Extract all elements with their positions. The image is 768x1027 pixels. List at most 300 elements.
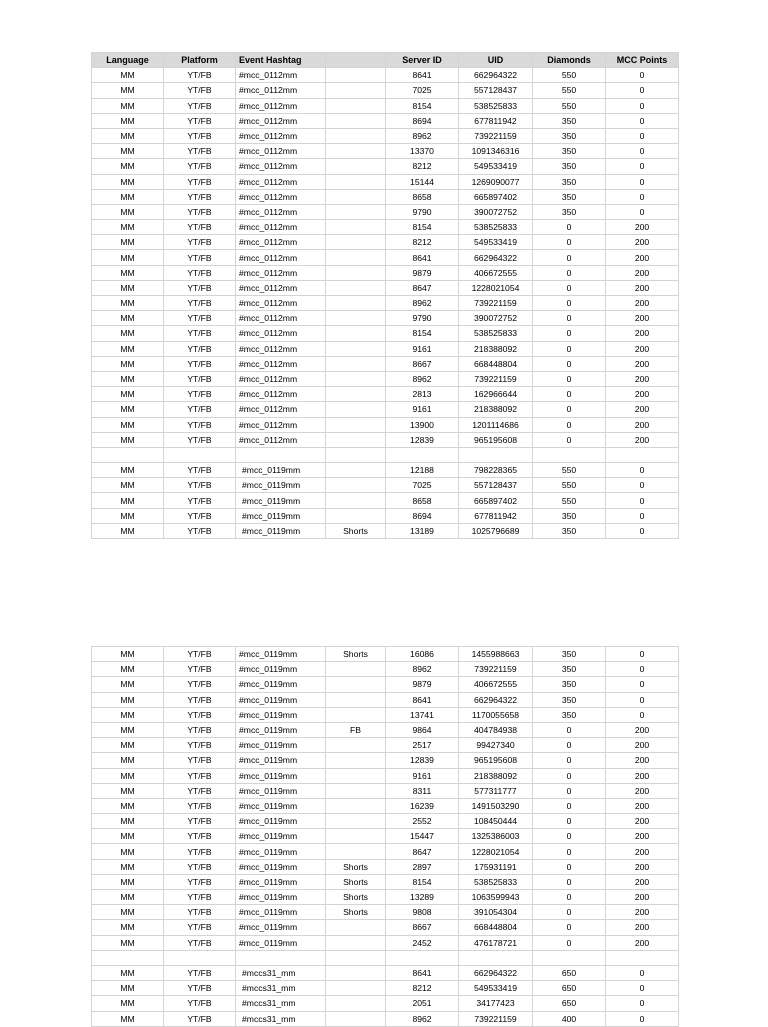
cell-diamonds: 0	[533, 371, 606, 386]
cell-event-hashtag: #mccs31_mm	[236, 981, 326, 996]
cell-diamonds: 0	[533, 814, 606, 829]
cell-platform: YT/FB	[164, 707, 236, 722]
cell-language: MM	[92, 341, 164, 356]
cell-platform: YT/FB	[164, 996, 236, 1011]
cell-server-id: 9864	[386, 722, 459, 737]
cell-mcc-points: 0	[606, 478, 679, 493]
cell-server-id: 2452	[386, 935, 459, 950]
cell-language: MM	[92, 722, 164, 737]
cell-note: Shorts	[326, 647, 386, 662]
header-language: Language	[92, 53, 164, 68]
cell-language: MM	[92, 647, 164, 662]
cell-note	[326, 432, 386, 447]
cell-server-id: 9161	[386, 402, 459, 417]
cell-note	[326, 144, 386, 159]
table-row	[92, 920, 679, 935]
table-row	[92, 174, 679, 189]
cell-platform: YT/FB	[164, 189, 236, 204]
cell-note	[326, 402, 386, 417]
cell-server-id: 2813	[386, 387, 459, 402]
cell-mcc-points: 0	[606, 1011, 679, 1026]
cell-event-hashtag: #mccs31_mm	[236, 996, 326, 1011]
cell-note	[326, 920, 386, 935]
cell-note	[326, 371, 386, 386]
cell-server-id: 8658	[386, 189, 459, 204]
table-row	[92, 692, 679, 707]
cell-mcc-points: 200	[606, 371, 679, 386]
cell-language: MM	[92, 859, 164, 874]
cell-uid: 1228021054	[459, 280, 533, 295]
cell-diamonds: 350	[533, 128, 606, 143]
cell-platform: YT/FB	[164, 829, 236, 844]
cell-event-hashtag: #mcc_0112mm	[236, 371, 326, 386]
cell-platform: YT/FB	[164, 692, 236, 707]
cell-language: MM	[92, 677, 164, 692]
cell-mcc-points: 200	[606, 220, 679, 235]
cell-language: MM	[92, 692, 164, 707]
cell-event-hashtag: #mcc_0119mm	[236, 722, 326, 737]
cell-note	[326, 798, 386, 813]
cell-mcc-points: 200	[606, 356, 679, 371]
cell-note	[326, 220, 386, 235]
table-row	[92, 677, 679, 692]
cell-note	[326, 981, 386, 996]
table-row	[92, 874, 679, 889]
cell-uid: 677811942	[459, 508, 533, 523]
cell-event-hashtag: #mcc_0119mm	[236, 874, 326, 889]
cell-server-id: 16086	[386, 647, 459, 662]
cell-uid: 538525833	[459, 874, 533, 889]
cell-event-hashtag: #mcc_0112mm	[236, 250, 326, 265]
cell-language: MM	[92, 98, 164, 113]
cell-server-id: 12188	[386, 463, 459, 478]
cell-platform: YT/FB	[164, 296, 236, 311]
header-event-hashtag: Event Hashtag	[236, 53, 326, 68]
cell-platform: YT/FB	[164, 371, 236, 386]
cell-uid: 665897402	[459, 189, 533, 204]
cell-language: MM	[92, 874, 164, 889]
table-row	[92, 98, 679, 113]
cell-uid: 739221159	[459, 662, 533, 677]
table-row	[92, 753, 679, 768]
cell-server-id: 8962	[386, 662, 459, 677]
cell-uid: 538525833	[459, 326, 533, 341]
cell-mcc-points: 200	[606, 341, 679, 356]
cell-mcc-points: 200	[606, 265, 679, 280]
table-row	[92, 159, 679, 174]
cell-diamonds: 550	[533, 83, 606, 98]
cell-uid: 557128437	[459, 83, 533, 98]
cell-platform: YT/FB	[164, 204, 236, 219]
table-row	[92, 996, 679, 1011]
cell-event-hashtag: #mcc_0112mm	[236, 417, 326, 432]
cell-language: MM	[92, 768, 164, 783]
cell-note	[326, 662, 386, 677]
cell-mcc-points: 200	[606, 859, 679, 874]
header-server-id: Server ID	[386, 53, 459, 68]
cell-uid: 1025796689	[459, 523, 533, 538]
cell-server-id: 8641	[386, 250, 459, 265]
cell-diamonds: 350	[533, 692, 606, 707]
cell-server-id: 15144	[386, 174, 459, 189]
cell-server-id: 8154	[386, 220, 459, 235]
cell-diamonds: 350	[533, 523, 606, 538]
table-row	[92, 68, 679, 83]
cell-event-hashtag: #mcc_0119mm	[236, 844, 326, 859]
cell-mcc-points: 200	[606, 326, 679, 341]
cell-server-id: 8694	[386, 113, 459, 128]
table-row	[92, 144, 679, 159]
cell-language: MM	[92, 83, 164, 98]
cell-diamonds: 0	[533, 844, 606, 859]
cell-diamonds: 0	[533, 905, 606, 920]
table-row	[92, 432, 679, 447]
cell-server-id: 8154	[386, 98, 459, 113]
cell-server-id: 8641	[386, 68, 459, 83]
blank-row	[92, 447, 679, 462]
cell-uid: 1063599943	[459, 890, 533, 905]
cell-platform: YT/FB	[164, 387, 236, 402]
cell-platform: YT/FB	[164, 814, 236, 829]
cell-language: MM	[92, 220, 164, 235]
cell-note	[326, 829, 386, 844]
cell-event-hashtag: #mcc_0119mm	[236, 753, 326, 768]
cell-note	[326, 235, 386, 250]
cell-event-hashtag: #mcc_0119mm	[236, 935, 326, 950]
cell-mcc-points: 200	[606, 402, 679, 417]
cell-server-id: 8311	[386, 783, 459, 798]
cell-language: MM	[92, 814, 164, 829]
cell-language: MM	[92, 1011, 164, 1026]
cell-uid: 406672555	[459, 677, 533, 692]
cell-diamonds: 0	[533, 783, 606, 798]
cell-language: MM	[92, 235, 164, 250]
cell-diamonds: 650	[533, 981, 606, 996]
cell-diamonds: 0	[533, 798, 606, 813]
cell-event-hashtag: #mcc_0119mm	[236, 463, 326, 478]
cell-language: MM	[92, 890, 164, 905]
cell-mcc-points: 0	[606, 68, 679, 83]
cell-language: MM	[92, 387, 164, 402]
cell-mcc-points: 200	[606, 417, 679, 432]
cell-mcc-points: 0	[606, 523, 679, 538]
cell-server-id: 9790	[386, 204, 459, 219]
cell-diamonds: 0	[533, 738, 606, 753]
cell-language: MM	[92, 920, 164, 935]
cell-diamonds: 350	[533, 508, 606, 523]
cell-mcc-points: 0	[606, 144, 679, 159]
cell-uid: 538525833	[459, 98, 533, 113]
cell-platform: YT/FB	[164, 508, 236, 523]
cell-note	[326, 113, 386, 128]
cell-event-hashtag: #mcc_0119mm	[236, 814, 326, 829]
cell-platform: YT/FB	[164, 935, 236, 950]
cell-server-id: 12839	[386, 753, 459, 768]
cell-uid: 108450444	[459, 814, 533, 829]
cell-note	[326, 128, 386, 143]
cell-event-hashtag: #mccs31_mm	[236, 1011, 326, 1026]
table-row	[92, 402, 679, 417]
cell-diamonds: 350	[533, 662, 606, 677]
cell-mcc-points: 0	[606, 493, 679, 508]
cell-mcc-points: 200	[606, 753, 679, 768]
cell-uid: 739221159	[459, 371, 533, 386]
cell-language: MM	[92, 829, 164, 844]
cell-diamonds: 0	[533, 859, 606, 874]
cell-platform: YT/FB	[164, 265, 236, 280]
cell-language: MM	[92, 402, 164, 417]
cell-platform: YT/FB	[164, 128, 236, 143]
cell-server-id: 2897	[386, 859, 459, 874]
cell-uid: 218388092	[459, 768, 533, 783]
cell-language: MM	[92, 296, 164, 311]
cell-server-id: 8962	[386, 371, 459, 386]
cell-language: MM	[92, 356, 164, 371]
table-row	[92, 859, 679, 874]
table-row	[92, 965, 679, 980]
cell-uid: 677811942	[459, 113, 533, 128]
cell-mcc-points: 200	[606, 935, 679, 950]
cell-server-id: 8212	[386, 235, 459, 250]
cell-platform: YT/FB	[164, 98, 236, 113]
cell-language: MM	[92, 738, 164, 753]
header-row	[92, 53, 679, 68]
table-row	[92, 768, 679, 783]
cell-event-hashtag: #mcc_0119mm	[236, 662, 326, 677]
table-row	[92, 356, 679, 371]
cell-platform: YT/FB	[164, 159, 236, 174]
cell-uid: 1269090077	[459, 174, 533, 189]
cell-platform: YT/FB	[164, 647, 236, 662]
cell-note	[326, 159, 386, 174]
cell-event-hashtag: #mcc_0119mm	[236, 677, 326, 692]
cell-platform: YT/FB	[164, 326, 236, 341]
spreadsheet-page-1	[91, 52, 679, 539]
cell-event-hashtag: #mcc_0119mm	[236, 508, 326, 523]
cell-language: MM	[92, 128, 164, 143]
cell-event-hashtag: #mcc_0112mm	[236, 174, 326, 189]
cell-note	[326, 174, 386, 189]
blank-row	[92, 950, 679, 965]
cell-diamonds: 350	[533, 204, 606, 219]
cell-platform: YT/FB	[164, 722, 236, 737]
cell-note: Shorts	[326, 874, 386, 889]
cell-uid: 665897402	[459, 493, 533, 508]
cell-diamonds: 0	[533, 722, 606, 737]
cell-language: MM	[92, 280, 164, 295]
cell-diamonds: 0	[533, 920, 606, 935]
spreadsheet-page-2	[91, 646, 679, 1027]
cell-event-hashtag: #mcc_0112mm	[236, 296, 326, 311]
cell-server-id: 13370	[386, 144, 459, 159]
cell-diamonds: 0	[533, 296, 606, 311]
cell-uid: 404784938	[459, 722, 533, 737]
cell-uid: 390072752	[459, 311, 533, 326]
header-uid: UID	[459, 53, 533, 68]
cell-diamonds: 350	[533, 189, 606, 204]
cell-language: MM	[92, 371, 164, 386]
cell-language: MM	[92, 250, 164, 265]
cell-language: MM	[92, 798, 164, 813]
cell-event-hashtag: #mcc_0119mm	[236, 890, 326, 905]
cell-mcc-points: 200	[606, 798, 679, 813]
cell-event-hashtag: #mcc_0112mm	[236, 235, 326, 250]
cell-platform: YT/FB	[164, 523, 236, 538]
cell-event-hashtag: #mcc_0119mm	[236, 478, 326, 493]
cell-platform: YT/FB	[164, 844, 236, 859]
cell-note	[326, 83, 386, 98]
cell-language: MM	[92, 493, 164, 508]
cell-uid: 549533419	[459, 159, 533, 174]
cell-mcc-points: 0	[606, 662, 679, 677]
table-row	[92, 707, 679, 722]
cell-language: MM	[92, 662, 164, 677]
cell-platform: YT/FB	[164, 250, 236, 265]
cell-uid: 34177423	[459, 996, 533, 1011]
cell-mcc-points: 0	[606, 189, 679, 204]
cell-platform: YT/FB	[164, 220, 236, 235]
table-row	[92, 235, 679, 250]
cell-note	[326, 935, 386, 950]
cell-event-hashtag: #mcc_0119mm	[236, 859, 326, 874]
table-row	[92, 981, 679, 996]
cell-language: MM	[92, 508, 164, 523]
table-row	[92, 417, 679, 432]
header-diamonds: Diamonds	[533, 53, 606, 68]
cell-server-id: 13289	[386, 890, 459, 905]
cell-event-hashtag: #mcc_0119mm	[236, 920, 326, 935]
table-row	[92, 371, 679, 386]
cell-language: MM	[92, 844, 164, 859]
cell-language: MM	[92, 432, 164, 447]
cell-event-hashtag: #mcc_0112mm	[236, 265, 326, 280]
cell-language: MM	[92, 783, 164, 798]
cell-uid: 662964322	[459, 68, 533, 83]
table-row	[92, 829, 679, 844]
cell-uid: 1091346316	[459, 144, 533, 159]
cell-diamonds: 0	[533, 311, 606, 326]
cell-mcc-points: 200	[606, 829, 679, 844]
cell-mcc-points: 0	[606, 204, 679, 219]
cell-platform: YT/FB	[164, 402, 236, 417]
cell-diamonds: 0	[533, 220, 606, 235]
cell-event-hashtag: #mcc_0119mm	[236, 798, 326, 813]
cell-language: MM	[92, 523, 164, 538]
cell-uid: 406672555	[459, 265, 533, 280]
cell-diamonds: 350	[533, 174, 606, 189]
cell-language: MM	[92, 144, 164, 159]
cell-server-id: 8641	[386, 692, 459, 707]
table-row	[92, 722, 679, 737]
cell-platform: YT/FB	[164, 859, 236, 874]
cell-mcc-points: 200	[606, 874, 679, 889]
cell-server-id: 2552	[386, 814, 459, 829]
cell-uid: 99427340	[459, 738, 533, 753]
cell-mcc-points: 200	[606, 783, 679, 798]
cell-event-hashtag: #mcc_0112mm	[236, 220, 326, 235]
cell-event-hashtag: #mcc_0119mm	[236, 738, 326, 753]
cell-platform: YT/FB	[164, 311, 236, 326]
cell-language: MM	[92, 311, 164, 326]
cell-mcc-points: 0	[606, 159, 679, 174]
cell-diamonds: 550	[533, 493, 606, 508]
cell-uid: 1325386003	[459, 829, 533, 844]
cell-platform: YT/FB	[164, 890, 236, 905]
cell-diamonds: 350	[533, 113, 606, 128]
cell-platform: YT/FB	[164, 432, 236, 447]
cell-event-hashtag: #mcc_0119mm	[236, 783, 326, 798]
cell-diamonds: 550	[533, 68, 606, 83]
cell-uid: 668448804	[459, 920, 533, 935]
cell-uid: 739221159	[459, 296, 533, 311]
cell-diamonds: 0	[533, 250, 606, 265]
cell-diamonds: 550	[533, 478, 606, 493]
cell-event-hashtag: #mcc_0112mm	[236, 204, 326, 219]
header-note	[326, 53, 386, 68]
table-row	[92, 189, 679, 204]
table-row	[92, 798, 679, 813]
cell-diamonds: 0	[533, 432, 606, 447]
cell-uid: 549533419	[459, 981, 533, 996]
cell-note	[326, 280, 386, 295]
cell-note	[326, 250, 386, 265]
cell-diamonds: 0	[533, 402, 606, 417]
cell-uid: 798228365	[459, 463, 533, 478]
table-row	[92, 738, 679, 753]
cell-mcc-points: 0	[606, 965, 679, 980]
table-row	[92, 783, 679, 798]
cell-event-hashtag: #mccs31_mm	[236, 965, 326, 980]
table-row	[92, 523, 679, 538]
cell-mcc-points: 0	[606, 996, 679, 1011]
cell-diamonds: 0	[533, 341, 606, 356]
table-row	[92, 814, 679, 829]
cell-platform: YT/FB	[164, 68, 236, 83]
cell-event-hashtag: #mcc_0112mm	[236, 189, 326, 204]
cell-diamonds: 350	[533, 677, 606, 692]
table-row	[92, 296, 679, 311]
cell-language: MM	[92, 478, 164, 493]
cell-server-id: 8962	[386, 1011, 459, 1026]
cell-note	[326, 189, 386, 204]
cell-uid: 668448804	[459, 356, 533, 371]
cell-event-hashtag: #mcc_0112mm	[236, 83, 326, 98]
cell-diamonds: 350	[533, 144, 606, 159]
cell-note	[326, 692, 386, 707]
cell-uid: 662964322	[459, 250, 533, 265]
cell-platform: YT/FB	[164, 920, 236, 935]
cell-platform: YT/FB	[164, 417, 236, 432]
cell-server-id: 9808	[386, 905, 459, 920]
cell-event-hashtag: #mcc_0112mm	[236, 128, 326, 143]
cell-mcc-points: 200	[606, 905, 679, 920]
cell-server-id: 8962	[386, 296, 459, 311]
cell-platform: YT/FB	[164, 677, 236, 692]
cell-note	[326, 707, 386, 722]
cell-mcc-points: 0	[606, 508, 679, 523]
cell-diamonds: 0	[533, 890, 606, 905]
table-row	[92, 250, 679, 265]
cell-note	[326, 463, 386, 478]
cell-mcc-points: 200	[606, 814, 679, 829]
cell-platform: YT/FB	[164, 783, 236, 798]
cell-event-hashtag: #mcc_0119mm	[236, 829, 326, 844]
cell-language: MM	[92, 905, 164, 920]
cell-uid: 549533419	[459, 235, 533, 250]
cell-server-id: 8647	[386, 844, 459, 859]
cell-note: Shorts	[326, 890, 386, 905]
cell-note	[326, 296, 386, 311]
